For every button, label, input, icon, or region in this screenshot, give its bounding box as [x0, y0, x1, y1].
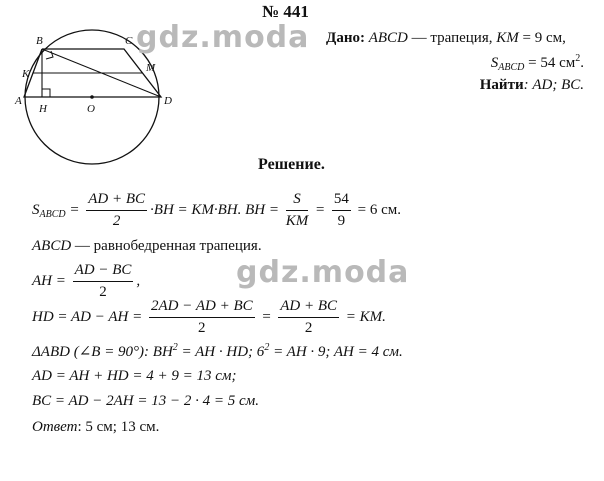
solution-line-5: ΔABD (∠B = 90°): $BH^2$ = AH · HD; $6^2$ = AH · 9; AH = 4 см. — [32, 342, 403, 360]
find-label: Найти — [479, 77, 524, 93]
answer-label: Ответ — [32, 419, 78, 435]
point-label-d: D — [164, 95, 172, 107]
point-label-c: C — [125, 35, 133, 47]
given-label: Дано — [326, 30, 360, 46]
point-label-h: H — [39, 103, 47, 115]
given-line-2: $S_{ABCD} = 54$ $см^2$. — [490, 53, 584, 73]
solution-line-7: BC = AD − 2AH = 13 − 2 · 4 = 5 см. — [32, 393, 259, 409]
watermark-top: gdz.moda — [136, 20, 310, 55]
point-label-a: A — [15, 95, 22, 107]
point-label-b: B — [36, 35, 43, 47]
solution-heading: Решение. — [258, 156, 325, 173]
solution-line-2: ABCD — равнобедренная трапеция. — [32, 238, 262, 254]
point-label-o: O — [87, 103, 95, 115]
solution-line-6: AD = AH + HD = 4 + 9 = 13 см; — [32, 368, 237, 384]
point-label-m: M — [146, 62, 156, 74]
given-line-1: Дано: ABCD — трапеция, KM = 9 см, — [326, 30, 566, 46]
answer-line: Ответ: 5 см; 13 см. — [32, 419, 160, 435]
problem-number: № 441 — [262, 2, 309, 21]
watermark-middle: gdz.moda — [236, 255, 410, 290]
solution-line-1: $S_{ABCD}$ = $\frac{AD + BC}{2}$ ·BH = KM·BH. BH = $\frac{S}{KM}$ = $\frac{54}{9}$ = 6 см. — [32, 191, 401, 229]
solution-line-4: HD = AD − AH = $\frac{2AD - AD + BC}{2}$ = $\frac{AD + BC}{2}$ = KM. — [32, 298, 386, 336]
solution-line-3: AH = $\frac{AD - BC}{2}$ , — [32, 262, 141, 300]
point-label-k: K — [22, 68, 30, 80]
find-line: Найти: AD; BC. — [479, 77, 584, 93]
